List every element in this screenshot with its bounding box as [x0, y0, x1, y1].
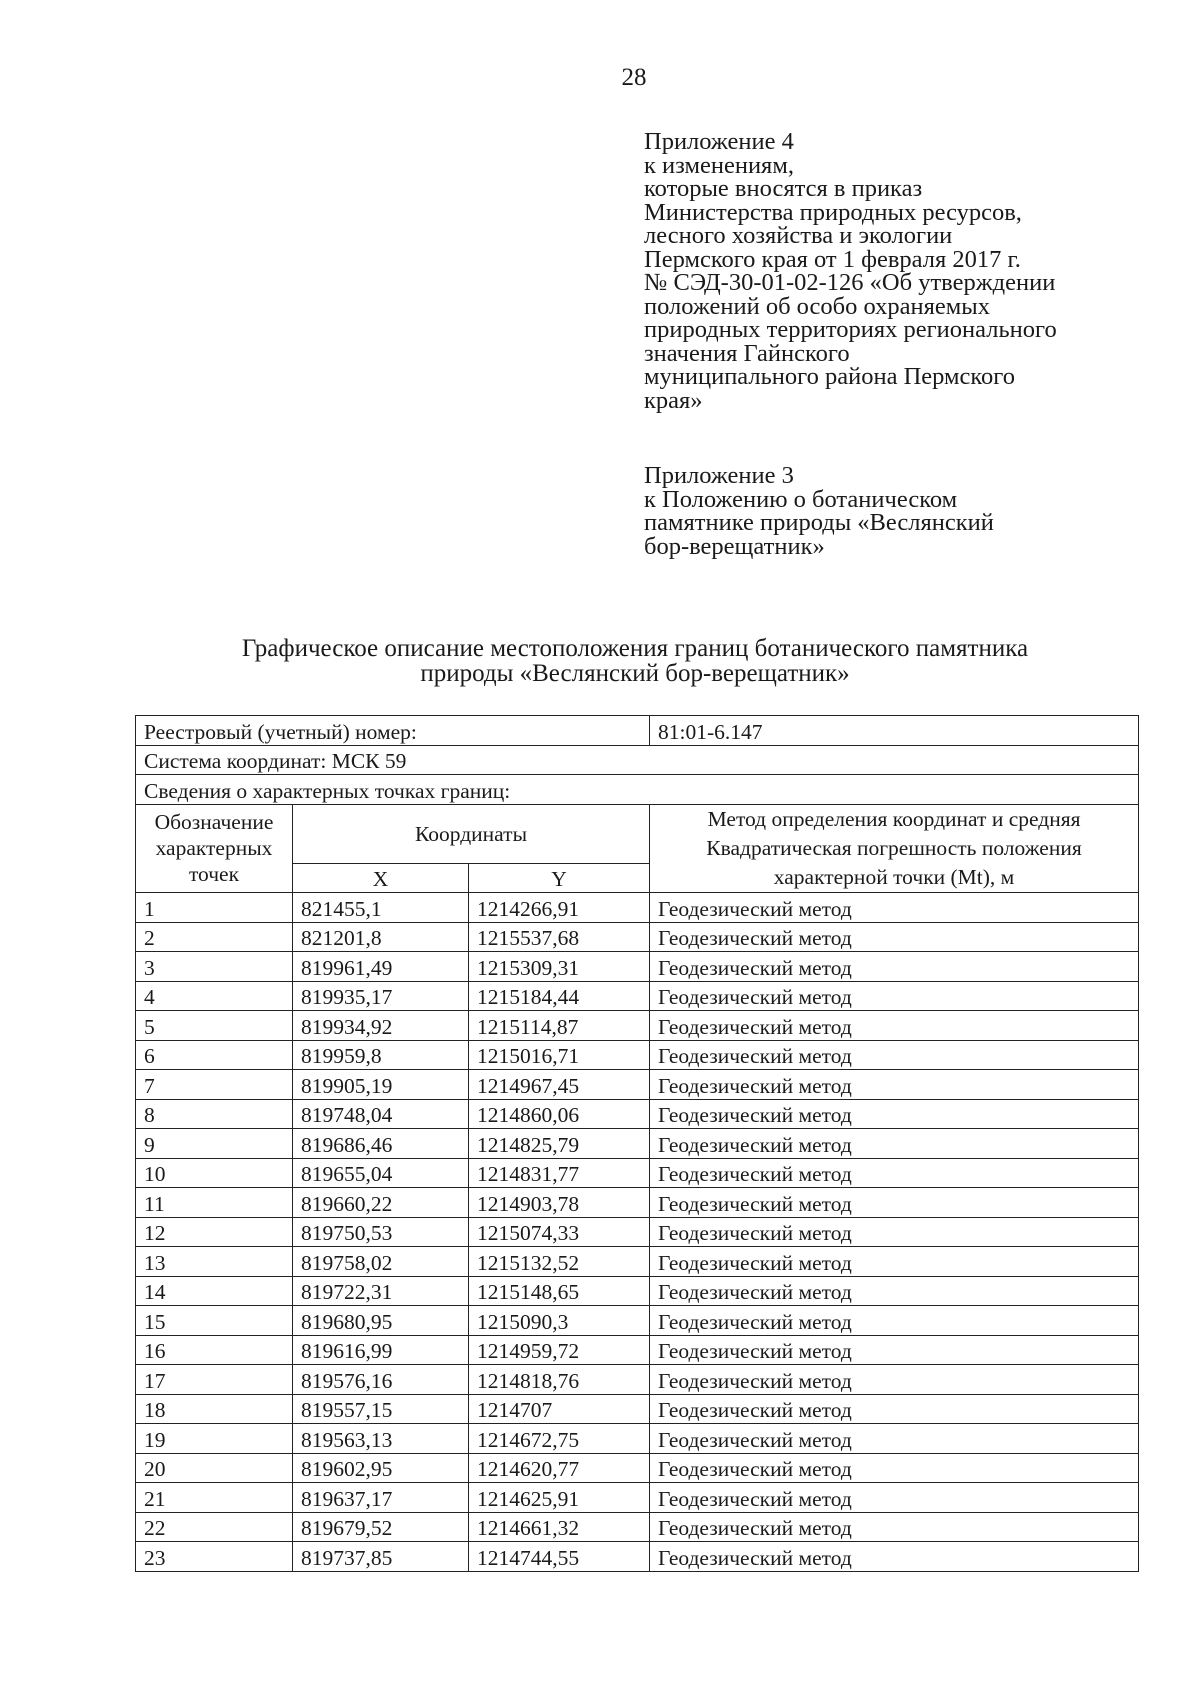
boundary-points-table: [135, 715, 1139, 1572]
appendix-3-line: Приложение 3: [644, 462, 794, 489]
header-point-line: Обозначение: [154, 810, 274, 835]
coord-y-cell: 1214831,77: [469, 1158, 650, 1188]
point-number-cell: 8: [136, 1099, 293, 1129]
coord-y-cell: 1214959,72: [469, 1335, 650, 1365]
table-row: [136, 1011, 1139, 1041]
appendix-4-line: Пермского края от 1 февраля 2017 г.: [644, 245, 1021, 273]
appendix-4-line: которые вносятся в приказ: [644, 175, 923, 202]
coord-y-cell: 1214744,55: [469, 1542, 650, 1572]
table-row: [136, 1512, 1139, 1542]
header-row-1: [136, 804, 1139, 863]
appendix-4-line: края»: [644, 386, 703, 414]
appendix-3-line: бор-верещатник»: [644, 532, 825, 560]
method-cell: Геодезический метод: [650, 1247, 1139, 1277]
point-number-cell: 18: [136, 1394, 293, 1424]
header-x: X: [293, 863, 469, 893]
method-cell: Геодезический метод: [650, 1099, 1139, 1129]
method-cell: Геодезический метод: [650, 1542, 1139, 1572]
coord-x-cell: 819576,16: [293, 1365, 469, 1395]
table-row: [136, 1394, 1139, 1424]
point-number-cell: 23: [136, 1542, 293, 1572]
appendix-4-line: № СЭД-30-01-02-126 «Об утверждении: [644, 269, 1056, 296]
coord-x-cell: 821201,8: [293, 922, 469, 952]
coord-x-cell: 819961,49: [293, 952, 469, 982]
registry-label: Реестровый (учетный) номер:: [136, 716, 650, 746]
method-cell: Геодезический метод: [650, 952, 1139, 982]
coord-y-cell: 1214818,76: [469, 1365, 650, 1395]
appendix-4-line: Министерства природных ресурсов,: [644, 198, 1022, 226]
header-method-line: характерной точки (Mt), м: [773, 864, 1015, 889]
point-number-cell: 1: [136, 893, 293, 923]
document-title: [150, 636, 1120, 686]
coord-y-cell: 1214620,77: [469, 1453, 650, 1483]
method-cell: Геодезический метод: [650, 1424, 1139, 1454]
method-cell: Геодезический метод: [650, 1365, 1139, 1395]
coord-x-cell: 819959,8: [293, 1040, 469, 1070]
coord-y-cell: 1215114,87: [469, 1011, 650, 1041]
point-number-cell: 22: [136, 1512, 293, 1542]
method-cell: Геодезический метод: [650, 1040, 1139, 1070]
header-point-designation: [136, 804, 293, 893]
coord-x-cell: 819758,02: [293, 1247, 469, 1277]
method-cell: Геодезический метод: [650, 1011, 1139, 1041]
table-row: [136, 1188, 1139, 1218]
document-title-line-2: природы «Веслянский бор-верещатник»: [420, 660, 850, 687]
coord-system: Система координат: МСК 59: [136, 745, 1139, 775]
table-row: [136, 1424, 1139, 1454]
appendix-4-line: лесного хозяйства и экологии: [644, 222, 953, 249]
point-number-cell: 16: [136, 1335, 293, 1365]
coord-x-cell: 819660,22: [293, 1188, 469, 1218]
table-row: [136, 1099, 1139, 1129]
point-number-cell: 7: [136, 1070, 293, 1100]
point-number-cell: 14: [136, 1276, 293, 1306]
method-cell: Геодезический метод: [650, 922, 1139, 952]
coord-x-cell: 819616,99: [293, 1335, 469, 1365]
registry-value: 81:01-6.147: [650, 716, 1139, 746]
point-number-cell: 21: [136, 1483, 293, 1513]
coord-x-cell: 819637,17: [293, 1483, 469, 1513]
coord-y-cell: 1214903,78: [469, 1188, 650, 1218]
coord-y-cell: 1215184,44: [469, 981, 650, 1011]
method-cell: Геодезический метод: [650, 1483, 1139, 1513]
coord-y-cell: 1215016,71: [469, 1040, 650, 1070]
header-coordinates: Координаты: [293, 804, 650, 863]
method-cell: Геодезический метод: [650, 1394, 1139, 1424]
header-method: [650, 804, 1139, 893]
coord-x-cell: 819934,92: [293, 1011, 469, 1041]
appendix-4-line: природных территориях регионального: [644, 316, 1057, 343]
coord-x-cell: 819680,95: [293, 1306, 469, 1336]
table-row: [136, 1217, 1139, 1247]
coord-y-cell: 1214266,91: [469, 893, 650, 923]
table-row: [136, 1483, 1139, 1513]
appendix-4-line: к изменениям,: [644, 151, 794, 179]
method-cell: Геодезический метод: [650, 893, 1139, 923]
table-row: [136, 1129, 1139, 1159]
method-cell: Геодезический метод: [650, 1217, 1139, 1247]
coord-system-row: [136, 745, 1139, 775]
table-row: [136, 1365, 1139, 1395]
coord-y-cell: 1214825,79: [469, 1129, 650, 1159]
coord-y-cell: 1215090,3: [469, 1306, 650, 1336]
coord-x-cell: 819679,52: [293, 1512, 469, 1542]
appendix-4-line: муниципального района Пермского: [644, 363, 1015, 390]
coord-x-cell: 819557,15: [293, 1394, 469, 1424]
table-row: [136, 893, 1139, 923]
coord-y-cell: 1215074,33: [469, 1217, 650, 1247]
table-row: [136, 1306, 1139, 1336]
coord-x-cell: 819602,95: [293, 1453, 469, 1483]
point-number-cell: 12: [136, 1217, 293, 1247]
point-number-cell: 9: [136, 1129, 293, 1159]
method-cell: Геодезический метод: [650, 1158, 1139, 1188]
point-number-cell: 5: [136, 1011, 293, 1041]
coord-x-cell: 819748,04: [293, 1099, 469, 1129]
coord-y-cell: 1214661,32: [469, 1512, 650, 1542]
coord-x-cell: 819722,31: [293, 1276, 469, 1306]
appendix-4-note: [644, 130, 1164, 412]
points-info: Сведения о характерных точках границ:: [136, 775, 1139, 805]
method-cell: Геодезический метод: [650, 1070, 1139, 1100]
points-info-row: [136, 775, 1139, 805]
coord-y-cell: 1214672,75: [469, 1424, 650, 1454]
point-number-cell: 4: [136, 981, 293, 1011]
document-title-line-1: Графическое описание местоположения границ ботанического памятника: [241, 635, 1029, 662]
coord-x-cell: 819905,19: [293, 1070, 469, 1100]
table-row: [136, 1158, 1139, 1188]
table-row: [136, 981, 1139, 1011]
table-row: [136, 1542, 1139, 1572]
point-number-cell: 15: [136, 1306, 293, 1336]
point-number-cell: 20: [136, 1453, 293, 1483]
point-number-cell: 2: [136, 922, 293, 952]
point-number-cell: 13: [136, 1247, 293, 1277]
coord-x-cell: 819686,46: [293, 1129, 469, 1159]
header-method-line: Метод определения координат и средняя: [707, 806, 1081, 831]
registry-row: [136, 716, 1139, 746]
appendix-3-note: [644, 464, 1164, 558]
appendix-3-line: к Положению о ботаническом: [644, 485, 958, 513]
coord-x-cell: 819750,53: [293, 1217, 469, 1247]
coord-y-cell: 1215132,52: [469, 1247, 650, 1277]
coord-y-cell: 1214707: [469, 1394, 650, 1424]
point-number-cell: 6: [136, 1040, 293, 1070]
method-cell: Геодезический метод: [650, 981, 1139, 1011]
method-cell: Геодезический метод: [650, 1512, 1139, 1542]
coord-x-cell: 819737,85: [293, 1542, 469, 1572]
appendix-4-line: Приложение 4: [644, 128, 794, 155]
appendix-3-line: памятнике природы «Веслянский: [644, 509, 994, 536]
method-cell: Геодезический метод: [650, 1453, 1139, 1483]
method-cell: Геодезический метод: [650, 1188, 1139, 1218]
coord-y-cell: 1215148,65: [469, 1276, 650, 1306]
coord-x-cell: 821455,1: [293, 893, 469, 923]
coord-x-cell: 819935,17: [293, 981, 469, 1011]
table-row: [136, 1453, 1139, 1483]
table-row: [136, 1070, 1139, 1100]
header-method-line: Квадратическая погрешность положения: [706, 835, 1082, 860]
method-cell: Геодезический метод: [650, 1306, 1139, 1336]
coord-y-cell: 1214967,45: [469, 1070, 650, 1100]
table-row: [136, 1247, 1139, 1277]
table-row: [136, 952, 1139, 982]
appendix-4-line: значения Гайнского: [644, 339, 850, 367]
method-cell: Геодезический метод: [650, 1129, 1139, 1159]
table-row: [136, 922, 1139, 952]
table-row: [136, 1335, 1139, 1365]
point-number-cell: 10: [136, 1158, 293, 1188]
page-number: 28: [621, 64, 647, 91]
coord-y-cell: 1215537,68: [469, 922, 650, 952]
coord-x-cell: 819655,04: [293, 1158, 469, 1188]
coord-y-cell: 1214860,06: [469, 1099, 650, 1129]
coord-y-cell: 1214625,91: [469, 1483, 650, 1513]
point-number-cell: 11: [136, 1188, 293, 1218]
point-number-cell: 3: [136, 952, 293, 982]
point-number-cell: 17: [136, 1365, 293, 1395]
table-row: [136, 1040, 1139, 1070]
header-point-line: характерных: [155, 836, 273, 861]
point-number-cell: 19: [136, 1424, 293, 1454]
table-row: [136, 1276, 1139, 1306]
header-y: Y: [469, 863, 650, 893]
header-point-line: точек: [188, 862, 240, 887]
method-cell: Геодезический метод: [650, 1335, 1139, 1365]
appendix-4-line: положений об особо охраняемых: [644, 292, 990, 320]
coord-x-cell: 819563,13: [293, 1424, 469, 1454]
method-cell: Геодезический метод: [650, 1276, 1139, 1306]
coord-y-cell: 1215309,31: [469, 952, 650, 982]
